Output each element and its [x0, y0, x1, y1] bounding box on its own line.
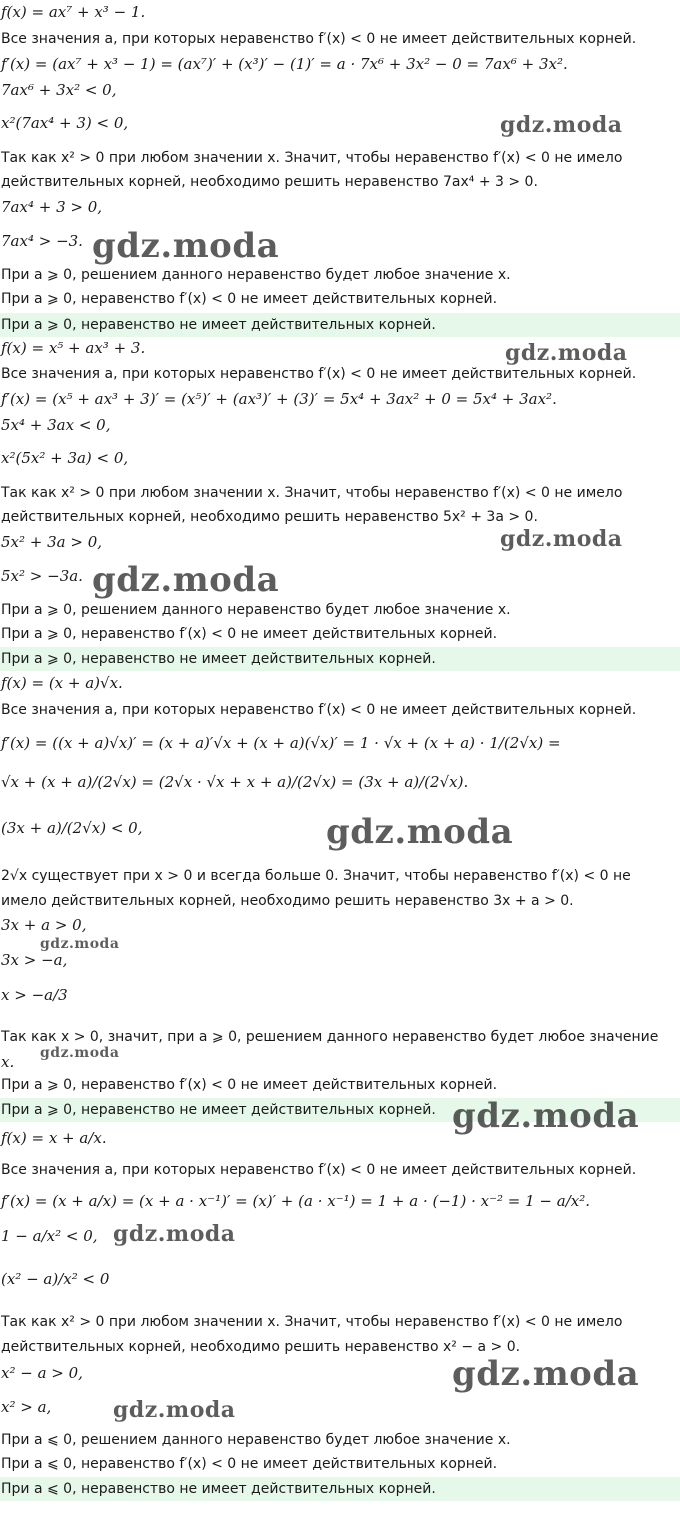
task-statement: Все значения a, при которых неравенство f′(x) < 0 не имеет действительных корней. [1, 366, 637, 382]
explanation-line: действительных корней, необходимо решить неравенство 7ax⁴ + 3 > 0. [1, 174, 538, 190]
derivative-line: f′(x) = (x⁵ + ax³ + 3)′ = (x⁵)′ + (ax³)′ + (3)′ = 5x⁴ + 3ax² + 0 = 5x⁴ + 3ax². [1, 390, 557, 408]
explanation-line: При a ⩾ 0, решением данного неравенство будет любое значение x. [1, 602, 511, 618]
explanation-line: При a ⩾ 0, решением данного неравенство будет любое значение x. [1, 267, 511, 283]
inequality-line: 3x > −a, [1, 951, 68, 969]
watermark-logo: gdz.moda [92, 226, 280, 266]
derivative-line: √x + (x + a)/(2√x) = (2√x · √x + x + a)/(2√x) = (3x + a)/(2√x). [1, 773, 469, 791]
function-definition: f(x) = x + a/x. [1, 1129, 107, 1147]
explanation-line: Так как x > 0, значит, при a ⩾ 0, решением данного неравенство будет любое значение [1, 1029, 659, 1045]
inequality-line: 1 − a/x² < 0, [1, 1227, 98, 1245]
watermark-logo: gdz.moda [500, 526, 623, 552]
explanation-line: При a ⩽ 0, неравенство f′(x) < 0 не имеет действительных корней. [1, 1456, 498, 1472]
explanation-line: При a ⩽ 0, решением данного неравенство будет любое значение x. [1, 1432, 511, 1448]
answer-line: При a ⩽ 0, неравенство не имеет действительных корней. [0, 1477, 680, 1501]
explanation-line: 2√x существует при x > 0 и всегда больше 0. Значит, чтобы неравенство f′(x) < 0 не [1, 868, 631, 884]
inequality-line: x²(5x² + 3a) < 0, [1, 449, 129, 467]
watermark-logo: gdz.moda [326, 812, 514, 852]
inequality-line: 5x² > −3a. [1, 567, 83, 585]
explanation-line: Так как x² > 0 при любом значении x. Значит, чтобы неравенство f′(x) < 0 не имело [1, 485, 623, 501]
inequality-line: x²(7ax⁴ + 3) < 0, [1, 114, 129, 132]
explanation-line: При a ⩾ 0, неравенство f′(x) < 0 не имеет действительных корней. [1, 626, 498, 642]
task-statement: Все значения a, при которых неравенство f′(x) < 0 не имеет действительных корней. [1, 702, 637, 718]
explanation-line: При a ⩾ 0, неравенство f′(x) < 0 не имеет действительных корней. [1, 291, 498, 307]
function-definition: f(x) = ax⁷ + x³ − 1. [1, 3, 146, 21]
answer-line: При a ⩾ 0, неравенство не имеет действительных корней. [0, 1098, 680, 1122]
inequality-line: 5x⁴ + 3ax < 0, [1, 416, 111, 434]
explanation-line: Так как x² > 0 при любом значении x. Значит, чтобы неравенство f′(x) < 0 не имело [1, 1314, 623, 1330]
function-definition: f(x) = (x + a)√x. [1, 674, 123, 692]
watermark-logo: gdz.moda [113, 1221, 236, 1247]
watermark-logo: gdz.moda [40, 936, 120, 952]
explanation-line: имело действительных корней, необходимо решить неравенство 3x + a > 0. [1, 893, 574, 909]
derivative-line: f′(x) = (ax⁷ + x³ − 1) = (ax⁷)′ + (x³)′ − (1)′ = a · 7x⁶ + 3x² − 0 = 7ax⁶ + 3x². [1, 55, 568, 73]
inequality-line: x² − a > 0, [1, 1364, 83, 1382]
derivative-line: f′(x) = ((x + a)√x)′ = (x + a)′√x + (x + a)(√x)′ = 1 · √x + (x + a) · 1/(2√x) = [1, 734, 561, 752]
explanation-line: действительных корней, необходимо решить неравенство 5x² + 3a > 0. [1, 509, 538, 525]
inequality-line: x > −a/3 [1, 986, 68, 1004]
watermark-logo: gdz.moda [40, 1045, 120, 1061]
task-statement: Все значения a, при которых неравенство f′(x) < 0 не имеет действительных корней. [1, 1162, 637, 1178]
inequality-line: 7ax⁶ + 3x² < 0, [1, 81, 117, 99]
answer-line: При a ⩾ 0, неравенство не имеет действительных корней. [0, 313, 680, 337]
inequality-line: x² > a, [1, 1398, 52, 1416]
watermark-logo: gdz.moda [452, 1096, 640, 1136]
watermark-logo: gdz.moda [113, 1397, 236, 1423]
derivative-line: f′(x) = (x + a/x) = (x + a · x⁻¹)′ = (x)′ + (a · x⁻¹) = 1 + a · (−1) · x⁻² = 1 − a/x². [1, 1192, 590, 1210]
watermark-logo: gdz.moda [505, 340, 628, 366]
watermark-logo: gdz.moda [500, 112, 623, 138]
watermark-logo: gdz.moda [452, 1354, 640, 1394]
inequality-line: 3x + a > 0, [1, 916, 87, 934]
inequality-line: 5x² + 3a > 0, [1, 533, 103, 551]
inequality-line: 7ax⁴ + 3 > 0, [1, 198, 103, 216]
answer-line: При a ⩾ 0, неравенство не имеет действительных корней. [0, 647, 680, 671]
inequality-line: 7ax⁴ > −3. [1, 232, 83, 250]
function-definition: f(x) = x⁵ + ax³ + 3. [1, 339, 146, 357]
inequality-line: (3x + a)/(2√x) < 0, [1, 819, 143, 837]
watermark-logo: gdz.moda [92, 560, 280, 600]
inequality-line: (x² − a)/x² < 0 [1, 1270, 110, 1288]
explanation-line: Так как x² > 0 при любом значении x. Значит, чтобы неравенство f′(x) < 0 не имело [1, 150, 623, 166]
explanation-line: При a ⩾ 0, неравенство f′(x) < 0 не имеет действительных корней. [1, 1077, 498, 1093]
explanation-line: действительных корней, необходимо решить неравенство x² − a > 0. [1, 1339, 521, 1355]
task-statement: Все значения a, при которых неравенство f′(x) < 0 не имеет действительных корней. [1, 31, 637, 47]
explanation-line: x. [1, 1053, 15, 1071]
